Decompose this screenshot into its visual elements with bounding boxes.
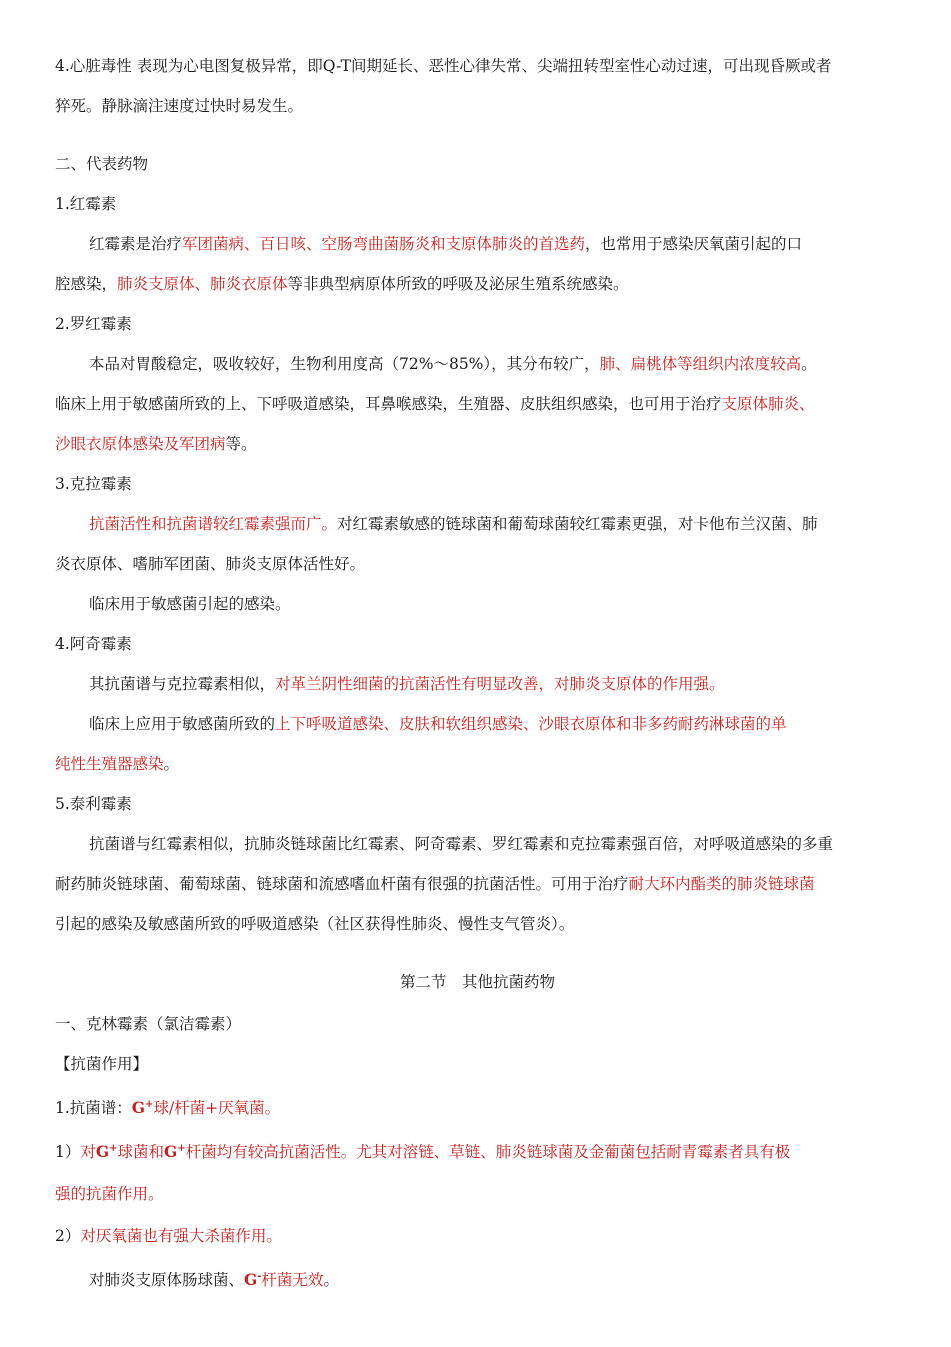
paragraph-line (55, 514, 900, 534)
text-segment: 引起的感染及敏感菌所致的呼吸道感染（社区获得性肺炎、慢性支气管炎）。 (55, 915, 575, 933)
text-segment: 腔感染， (55, 275, 118, 293)
text-segment: 1.红霉素 (55, 195, 117, 213)
paragraph-line (55, 96, 900, 116)
text-segment: 1） (55, 1143, 81, 1161)
paragraph-line (55, 594, 900, 614)
text-segment: 对革兰阴性细菌的抗菌活性有明显改善，对肺炎支原体的作用强。 (275, 675, 725, 693)
text-segment: - (257, 1271, 262, 1282)
text-segment: 临床上用于敏感菌所致的上、下呼吸道感染，耳鼻喉感染，生殖器、皮肤组织感染，也可用于治疗 (55, 395, 722, 413)
paragraph-line (55, 394, 900, 414)
text-segment: 2.罗红霉素 (55, 315, 132, 333)
text-segment: 临床上应用于敏感菌所致的 (89, 715, 276, 733)
text-segment: 【抗菌作用】 (55, 1055, 149, 1073)
text-segment: 一、克林霉素（氯洁霉素） (55, 1015, 242, 1033)
paragraph-line (55, 1270, 900, 1290)
paragraph-line (55, 914, 900, 934)
paragraph-line (55, 274, 900, 294)
paragraph-line (55, 554, 900, 574)
paragraph-line (55, 1226, 900, 1246)
text-segment: 4.阿奇霉素 (55, 635, 132, 653)
text-segment: 第二节 其他抗菌药物 (399, 973, 555, 991)
section-heading (55, 154, 900, 174)
text-segment: 抗菌活性和抗菌谱较红霉素强而广。 (89, 515, 338, 533)
text-segment: 炎衣原体、嗜肺军团菌、肺炎支原体活性好。 (55, 555, 366, 573)
text-segment: 球/杆菌+厌氧菌。 (153, 1099, 281, 1117)
text-segment: 。 (801, 355, 817, 373)
paragraph-line (55, 754, 900, 774)
text-segment: 对红霉素敏感的链球菌和葡萄球菌较红霉素更强，对卡他布兰汉菌、肺 (337, 515, 818, 533)
text-segment: 对肺炎支原体肠球菌、 (89, 1271, 245, 1289)
subsection-heading (55, 474, 900, 494)
chapter-section-title (55, 972, 900, 992)
paragraph-line (55, 1184, 900, 1204)
text-segment: 2） (55, 1227, 81, 1245)
text-segment: G (131, 1098, 146, 1117)
paragraph-line (55, 354, 900, 374)
text-segment: 上下呼吸道感染、皮肤和软组织感染、沙眼衣原体和非多药耐药淋球菌的单 (275, 715, 787, 733)
text-segment: ，也常用于感染厌氧菌引起的口 (585, 235, 803, 253)
text-segment: 红霉素是治疗 (89, 235, 183, 253)
text-segment: 等。 (225, 435, 257, 453)
paragraph-line (55, 1098, 900, 1118)
text-segment: 杆菌均有较高抗菌活性。尤其对溶链、草链、肺炎链球菌及金葡菌包括耐青霉素者具有极 (185, 1143, 791, 1161)
subsection-heading (55, 194, 900, 214)
text-segment: + (145, 1099, 154, 1110)
text-segment: 猝死。静脉滴注速度过快时易发生。 (55, 97, 304, 115)
text-segment: 杆菌无效 (261, 1271, 324, 1289)
text-segment: 沙眼衣原体感染及军团病 (55, 435, 226, 453)
text-segment: 肺炎支原体、肺炎衣原体 (117, 275, 288, 293)
section-heading (55, 1014, 900, 1034)
text-segment: 球菌和 (117, 1143, 165, 1161)
text-segment: 1.抗菌谱： (55, 1099, 132, 1117)
paragraph-line (55, 674, 900, 694)
subsection-heading (55, 634, 900, 654)
text-segment: 。 (163, 755, 180, 773)
text-segment: 等非典型病原体所致的呼吸及泌尿生殖系统感染。 (287, 275, 629, 293)
text-segment: G (244, 1270, 258, 1289)
bracket-heading (55, 1054, 900, 1074)
text-segment: 其抗菌谱与克拉霉素相似， (89, 675, 276, 693)
text-segment: 耐大环内酯类的肺炎链球菌 (628, 875, 815, 893)
text-segment: 纯性生殖器感染 (55, 755, 164, 773)
text-segment: G (164, 1142, 178, 1161)
paragraph-line (55, 874, 900, 894)
text-segment: 本品对胃酸稳定，吸收较好，生物利用度高（72%～85%），其分布较广， (89, 355, 600, 373)
text-segment: 强的抗菌作用。 (55, 1185, 164, 1203)
text-segment: + (109, 1143, 118, 1154)
text-segment: 二、代表药物 (55, 155, 149, 173)
text-segment: 对 (80, 1143, 96, 1161)
text-segment: G (95, 1142, 110, 1161)
paragraph-line (55, 834, 900, 854)
text-segment: 肺、扁桃体等组织内浓度较高 (599, 355, 802, 373)
text-segment: 5.泰利霉素 (55, 795, 132, 813)
paragraph-line (55, 1142, 900, 1162)
paragraph-line (55, 434, 900, 454)
paragraph-line (55, 714, 900, 734)
paragraph-line (55, 234, 900, 254)
text-segment: 4.心脏毒性 表现为心电图复极异常，即Q-T间期延长、恶性心律失常、尖端扭转型室性心动过速，可出现昏厥或者 (55, 57, 832, 75)
subsection-heading (55, 794, 900, 814)
subsection-heading (55, 314, 900, 334)
text-segment: 耐药肺炎链球菌、葡萄球菌、链球菌和流感嗜血杆菌有很强的抗菌活性。可用于治疗 (55, 875, 629, 893)
paragraph-line (55, 56, 900, 76)
text-segment: 抗菌谱与红霉素相似，抗肺炎链球菌比红霉素、阿奇霉素、罗红霉素和克拉霉素强百倍，对呼吸道感染的多重 (89, 835, 834, 853)
text-segment: + (177, 1143, 186, 1154)
text-segment: 临床用于敏感菌引起的感染。 (89, 595, 291, 613)
text-segment: 军团菌病、百日咳、空肠弯曲菌肠炎和支原体肺炎的首选药 (182, 235, 586, 253)
text-segment: 支原体肺炎、 (721, 395, 815, 413)
text-segment: 。 (323, 1271, 339, 1289)
text-segment: 对厌氧菌也有强大杀菌作用。 (80, 1227, 282, 1245)
text-segment: 3.克拉霉素 (55, 475, 132, 493)
